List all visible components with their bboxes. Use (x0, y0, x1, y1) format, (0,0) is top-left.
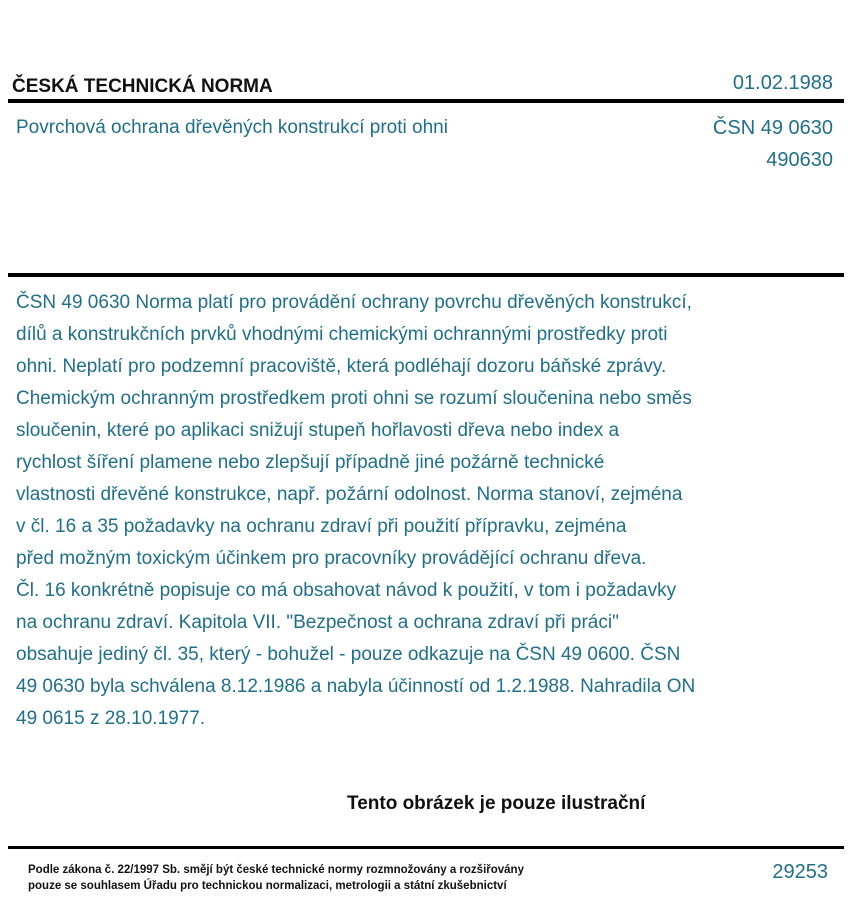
legal-notice (28, 862, 524, 894)
description-line: vlastnosti dřevěné konstrukce, např. požární odolnost. Norma stanoví, zejména (16, 484, 683, 505)
description-line: v čl. 16 a 35 požadavky na ochranu zdraví při použití přípravku, zejména (16, 516, 627, 537)
description-line: na ochranu zdraví. Kapitola VII. "Bezpečnost a ochrana zdraví při práci" (16, 612, 619, 633)
description-line: 49 0615 z 28.10.1977. (16, 708, 206, 729)
description-line: ČSN 49 0630 Norma platí pro provádění ochrany povrchu dřevěných konstrukcí, (16, 292, 692, 313)
standard-subject: Povrchová ochrana dřevěných konstrukcí proti ohni (16, 117, 448, 138)
description-line: 49 0630 byla schválena 8.12.1986 a nabyla účinností od 1.2.1988. Nahradila ON (16, 676, 696, 697)
document-id: 29253 (772, 861, 828, 883)
description-line: rychlost šíření plamene nebo zlepšují případně jiné požárně technické (16, 452, 605, 473)
header-divider (8, 99, 844, 103)
section-divider (8, 273, 844, 277)
standard-description (16, 287, 816, 735)
description-line: před možným toxickým účinkem pro pracovníky provádějící ochranu dřeva. (16, 548, 647, 569)
description-line: Chemickým ochranným prostředkem proti ohni se rozumí sloučenina nebo směs (16, 388, 692, 409)
footer-divider (8, 846, 844, 849)
description-line: dílů a konstrukčních prvků vhodnými chemickými ochrannými prostředky proti (16, 324, 668, 345)
description-line: Čl. 16 konkrétně popisuje co má obsahovat návod k použití, v tom i požadavky (16, 580, 677, 601)
issue-date: 01.02.1988 (732, 72, 833, 94)
standard-number: ČSN 49 0630 (712, 117, 833, 139)
classification-number: 490630 (766, 149, 833, 171)
legal-notice-line: pouze se souhlasem Úřadu pro technickou normalizaci, metrologii a státní zkušebnictví (28, 880, 507, 892)
legal-notice-line: Podle zákona č. 22/1997 Sb. smějí být české technické normy rozmnožovány a rozšiřovány (28, 864, 524, 876)
description-line: sloučenin, které po aplikaci snižují stupeň hořlavosti dřeva nebo index a (16, 420, 620, 441)
description-line: obsahuje jediný čl. 35, který - bohužel - pouze odkazuje na ČSN 49 0600. ČSN (16, 644, 681, 665)
illustration-notice: Tento obrázek je pouze ilustrační (347, 793, 646, 814)
page-title: ČESKÁ TECHNICKÁ NORMA (12, 76, 273, 97)
description-line: ohni. Neplatí pro podzemní pracoviště, která podléhají dozoru báňské zprávy. (16, 356, 667, 377)
